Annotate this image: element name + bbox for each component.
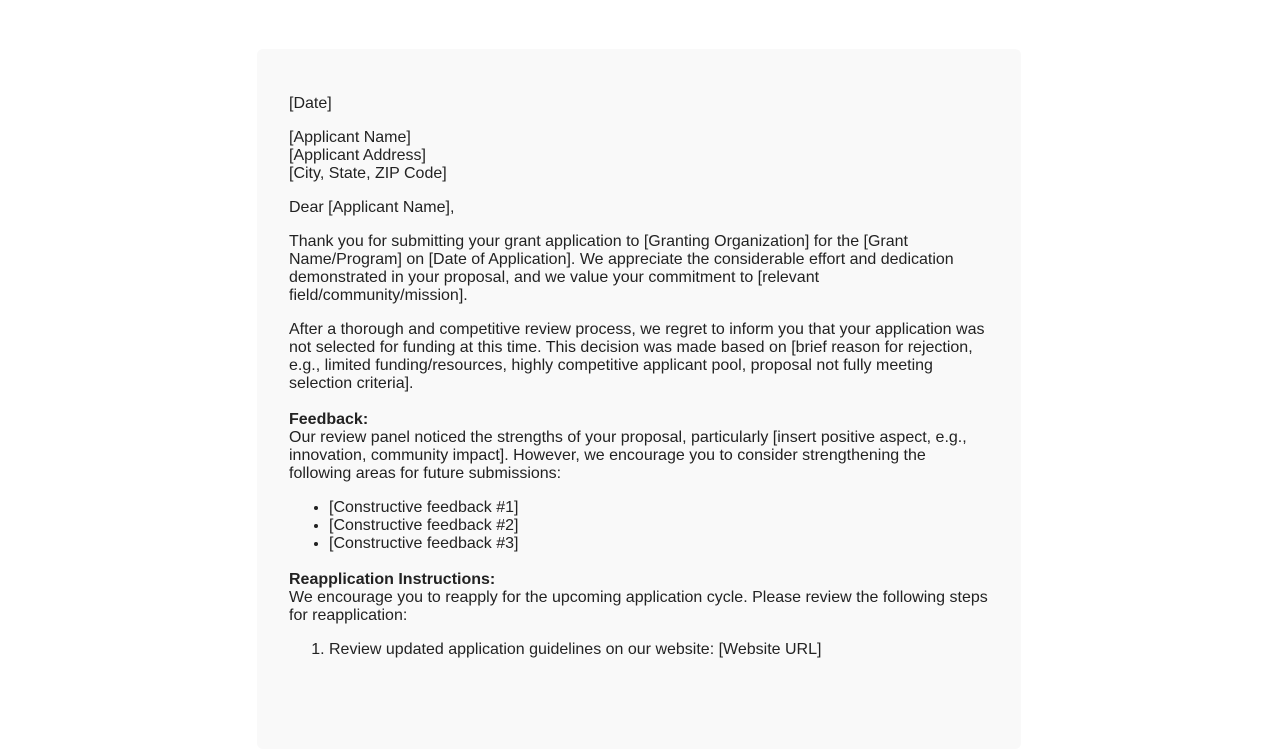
list-item: • [Constructive feedback #1] [329,499,989,517]
list-item: • [Constructive feedback #3] [329,535,989,553]
reapplication-steps [289,641,989,659]
feedback-list [289,499,989,553]
intro-paragraph: Thank you for submitting your grant application to [Granting Organization] for the [Grant Name/Program] on [Date of Application]. We appreciate the considerable effort and dedication demonstrated in your proposal, and we value your commitment to [relevant field/community/mission]. [289,233,954,304]
applicant-city-state-zip: [City, State, ZIP Code] [289,165,447,182]
reapplication-section [289,571,989,659]
reapplication-text: We encourage you to reapply for the upcoming application cycle. Please review the following steps for reapplication: [289,589,988,624]
reapplication-heading: Reapplication Instructions: [289,571,496,588]
applicant-address: [Applicant Address] [289,147,426,164]
decision-paragraph: After a thorough and competitive review process, we regret to inform you that your application was not selected for funding at this time. This decision was made based on [brief reason for rejection, e.g., limited funding/resources, highly competitive applicant pool, proposal not fully meeting selection criteria]. [289,321,985,392]
feedback-text: Our review panel noticed the strengths of your proposal, particularly [insert positive aspect, e.g., innovation, community impact]. However, we encourage you to consider strengthening the following areas for future submissions: [289,429,967,482]
applicant-name: [Applicant Name] [289,129,411,146]
list-item: • [Constructive feedback #2] [329,517,989,535]
letter-date: [Date] [289,95,332,112]
applicant-address-block [289,129,989,183]
list-item: 1. Review updated application guidelines on our website: [Website URL] [329,641,989,659]
salutation: Dear [Applicant Name], [289,199,455,216]
letter-container [257,49,1021,749]
feedback-heading: Feedback: [289,411,369,428]
feedback-section [289,411,989,553]
